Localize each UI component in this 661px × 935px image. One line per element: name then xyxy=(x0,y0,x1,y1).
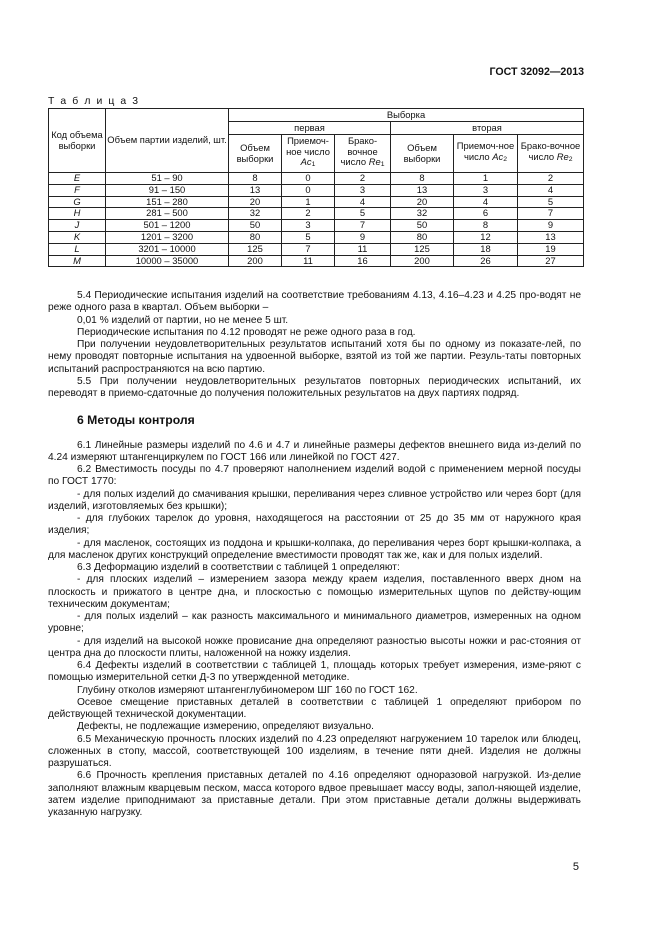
cell-ac-2: 1 xyxy=(454,173,518,185)
cell-ac-1: 2 xyxy=(282,208,335,220)
cell-size-1: 20 xyxy=(229,196,282,208)
cell-size-2: 32 xyxy=(391,208,454,220)
cell-re-2: 19 xyxy=(518,243,584,255)
cell-re-1: 3 xyxy=(335,184,391,196)
paragraph-5-5: 5.5 При получении неудовлетворительных результатов повторных периодических испытаний, их переводят в приемо-сдаточные до получения положительных результатов на двух партиях подряд. xyxy=(48,375,581,399)
cell-size-1: 80 xyxy=(229,231,282,243)
header-ac-2: Приемоч-ное число Ac2 xyxy=(454,135,518,173)
cell-re-2: 5 xyxy=(518,196,584,208)
paragraph: Периодические испытания по 4.12 проводят не реже одного раза в год. xyxy=(77,326,416,338)
list-item: - для глубоких тарелок до уровня, находящегося на расстоянии от 25 до 35 мм от наружного края изделия; xyxy=(48,513,581,537)
cell-re-2: 2 xyxy=(518,173,584,185)
cell-re-1: 9 xyxy=(335,231,391,243)
header-ac-1: Приемоч-ное число Ac1 xyxy=(282,135,335,173)
table-row xyxy=(49,255,584,267)
table-row xyxy=(49,243,584,255)
cell-ac-1: 0 xyxy=(282,184,335,196)
header-re-1: Брако-вочное число Re1 xyxy=(335,135,391,173)
paragraph-6-4: 6.4 Дефекты изделий в соответствии с таблицей 1, площадь которых требует измерения, изме-ряют с помощью измерительной сетки Д-3 по утвержденной методике. xyxy=(48,660,581,684)
document-body xyxy=(48,290,581,819)
cell-code: H xyxy=(49,208,106,220)
cell-code: J xyxy=(49,220,106,232)
list-item: - для масленок, состоящих из поддона и крышки-колпака, до переливания через борт крышки-колпака, а для масленок других конструкций определение вместимости проводят так же, как и для полых изделий. xyxy=(48,537,581,561)
cell-lot: 10000 – 35000 xyxy=(106,255,229,267)
sample-table xyxy=(48,108,584,267)
cell-code: E xyxy=(49,173,106,185)
cell-re-1: 16 xyxy=(335,255,391,267)
cell-re-1: 7 xyxy=(335,220,391,232)
paragraph: При получении неудовлетворительных результатов испытаний хотя бы по одному из показате-лей, по нему проводят повторные испытания на удвоенной выборке, взятой из той же партии. Резуль-таты повторных испытаний распространяются на всю партию. xyxy=(48,339,581,375)
cell-ac-2: 12 xyxy=(454,231,518,243)
header-second: вторая xyxy=(391,122,584,135)
cell-lot: 1201 – 3200 xyxy=(106,231,229,243)
page-header: ГОСТ 32092—2013 xyxy=(489,66,584,78)
cell-size-2: 50 xyxy=(391,220,454,232)
paragraph-5-4: 5.4 Периодические испытания изделий на соответствие требованиям 4.13, 4.16–4.23 и 4.25 про-водят не реже одного раза в квартал. Объем выборки – xyxy=(48,290,581,314)
cell-re-1: 4 xyxy=(335,196,391,208)
cell-size-1: 8 xyxy=(229,173,282,185)
cell-size-1: 50 xyxy=(229,220,282,232)
table-row xyxy=(49,173,584,185)
cell-ac-2: 8 xyxy=(454,220,518,232)
cell-ac-1: 5 xyxy=(282,231,335,243)
table-row xyxy=(49,196,584,208)
cell-size-2: 125 xyxy=(391,243,454,255)
cell-size-1: 125 xyxy=(229,243,282,255)
cell-lot: 281 – 500 xyxy=(106,208,229,220)
list-item: - для изделий на высокой ножке провисание дна определяют разностью высоты ножки и рас-стояния от центра дна до плоскости плиты, наложенной на ножку изделия. xyxy=(48,635,581,659)
cell-size-2: 8 xyxy=(391,173,454,185)
table-row xyxy=(49,220,584,232)
header-sample: Выборка xyxy=(229,109,584,122)
header-lot: Объем партии изделий, шт. xyxy=(106,109,229,173)
paragraph-6-1: 6.1 Линейные размеры изделий по 4.6 и 4.7 и линейные размеры дефектов внешнего вида из-делий по 4.24 измеряют штангенциркулем по ГОСТ 166 или линейкой по ГОСТ 427. xyxy=(48,439,581,463)
cell-code: K xyxy=(49,231,106,243)
cell-code: G xyxy=(49,196,106,208)
list-item: - для полых изделий до смачивания крышки, переливания через сливное устройство или через борт (для изделий, изготовляемых без крышки); xyxy=(48,488,581,512)
table-row xyxy=(49,184,584,196)
paragraph-6-3: 6.3 Деформацию изделий в соответствии с таблицей 1 определяют: xyxy=(77,562,400,573)
cell-lot: 3201 – 10000 xyxy=(106,243,229,255)
cell-size-2: 200 xyxy=(391,255,454,267)
cell-re-2: 7 xyxy=(518,208,584,220)
cell-code: L xyxy=(49,243,106,255)
header-first: первая xyxy=(229,122,391,135)
header-code: Код объема выборки xyxy=(49,109,106,173)
paragraph-6-5: 6.5 Механическую прочность плоских изделий по 4.23 определяют нагружением 10 тарелок или блюдец, сложенных в стопу, массой, соответствующей 100 изделиям, в течение пяти дней. Изделия не должны разрушаться. xyxy=(48,733,581,769)
paragraph-6-6: 6.6 Прочность крепления приставных деталей по 4.16 определяют одноразовой нагрузкой. Из-делие заполняют влажным кварцевым песком, масса которого вдвое превышает массу воды, запол-няющей изделие, затем изделие приподнимают за приставные детали. При этом приставные детали должны выдерживать указанную нагрузку. xyxy=(48,770,581,818)
cell-ac-1: 11 xyxy=(282,255,335,267)
cell-ac-2: 18 xyxy=(454,243,518,255)
paragraph: 0,01 % изделий от партии, но не менее 5 шт. xyxy=(77,314,289,326)
cell-lot: 91 – 150 xyxy=(106,184,229,196)
table-row xyxy=(49,231,584,243)
cell-size-2: 13 xyxy=(391,184,454,196)
cell-re-2: 13 xyxy=(518,231,584,243)
cell-ac-2: 6 xyxy=(454,208,518,220)
paragraph: Глубину отколов измеряют штангенглубиномером ШГ 160 по ГОСТ 162. xyxy=(77,684,418,696)
cell-lot: 501 – 1200 xyxy=(106,220,229,232)
paragraph: Осевое смещение приставных деталей в соответствии с таблицей 1 определяют прибором по действующей технической документации. xyxy=(48,696,581,720)
cell-size-1: 200 xyxy=(229,255,282,267)
cell-code: F xyxy=(49,184,106,196)
cell-ac-2: 4 xyxy=(454,196,518,208)
cell-ac-1: 3 xyxy=(282,220,335,232)
cell-ac-1: 0 xyxy=(282,173,335,185)
cell-ac-2: 3 xyxy=(454,184,518,196)
cell-re-1: 5 xyxy=(335,208,391,220)
cell-code: M xyxy=(49,255,106,267)
table-caption: Т а б л и ц а 3 xyxy=(48,96,140,107)
paragraph-6-2: 6.2 Вместимость посуды по 4.7 проверяют наполнением изделий водой с применением мерной посуды по ГОСТ 1770: xyxy=(48,464,581,488)
cell-ac-1: 1 xyxy=(282,196,335,208)
paragraph: Дефекты, не подлежащие измерению, определяют визуально. xyxy=(77,721,374,733)
cell-ac-2: 26 xyxy=(454,255,518,267)
header-size-1: Объем выборки xyxy=(229,135,282,173)
cell-size-1: 32 xyxy=(229,208,282,220)
page-number: 5 xyxy=(572,861,579,873)
list-item: - для плоских изделий – измерением зазора между краем изделия, поставленного вверх дном на плоскость и прижатого в центре дна, и плоскостью с помощью измерительных щупов по действу-ющим техническим документам; xyxy=(48,574,581,610)
cell-re-2: 27 xyxy=(518,255,584,267)
table-row xyxy=(49,208,584,220)
cell-size-1: 13 xyxy=(229,184,282,196)
cell-lot: 151 – 280 xyxy=(106,196,229,208)
cell-re-2: 9 xyxy=(518,220,584,232)
header-re-2: Брако-вочное число Re2 xyxy=(518,135,584,173)
cell-re-1: 11 xyxy=(335,243,391,255)
cell-re-2: 4 xyxy=(518,184,584,196)
section-title: 6 Методы контроля xyxy=(77,413,195,428)
cell-re-1: 2 xyxy=(335,173,391,185)
cell-ac-1: 7 xyxy=(282,243,335,255)
header-size-2: Объем выборки xyxy=(391,135,454,173)
cell-lot: 51 – 90 xyxy=(106,173,229,185)
list-item: - для полых изделий – как разность максимального и минимального диаметров, измеренных на одном уровне; xyxy=(48,611,581,635)
cell-size-2: 20 xyxy=(391,196,454,208)
cell-size-2: 80 xyxy=(391,231,454,243)
